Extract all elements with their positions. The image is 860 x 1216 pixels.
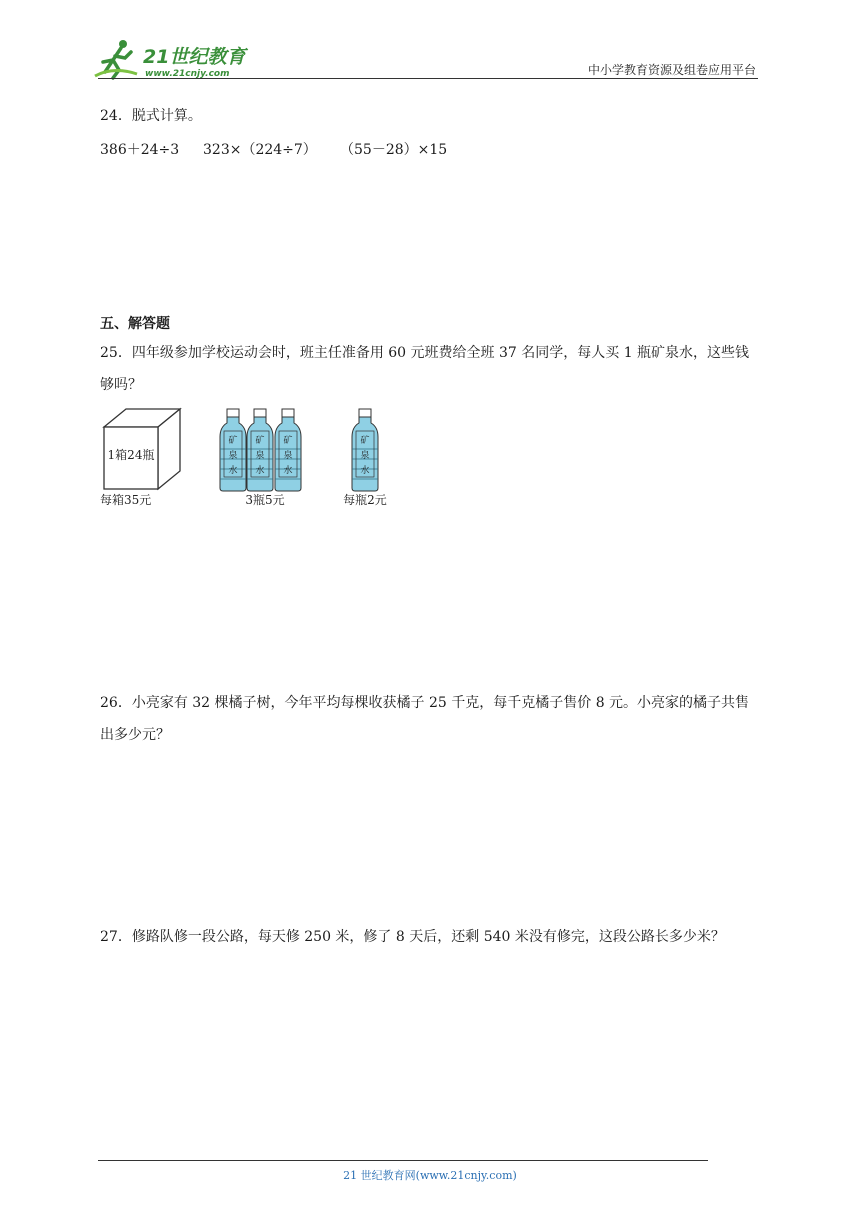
- footer-text: 21 世纪教育网(www.21cnjy.com): [343, 1169, 517, 1182]
- question-27-text: 27．修路队修一段公路，每天修 250 米，修了 8 天后，还剩 540 米没有修完，这段公路长多少米？: [100, 929, 725, 945]
- bottle-label-char: 水: [255, 466, 265, 476]
- question-26-text: 26．小亮家有 32 棵橘子树，今年平均每棵收获橘子 25 千克，每千克橘子售价 8 元。小亮家的橘子共售出多少元？: [100, 695, 750, 743]
- bottle-icon: [352, 409, 378, 491]
- expression-2: 323×（224÷7）: [203, 142, 317, 158]
- expression-1: 386＋24÷3: [100, 142, 180, 158]
- bottle-icon: [220, 409, 246, 491]
- expression-3: （55－28）×15: [340, 142, 448, 158]
- platform-tagline: 中小学教育资源及组卷应用平台: [587, 63, 756, 77]
- logo-url: www.21cnjy.com: [145, 69, 230, 79]
- bottle-label-char: 矿: [228, 436, 238, 446]
- question-25-text: 25．四年级参加学校运动会时，班主任准备用 60 元班费给全班 37 名同学，每人买 1 瓶矿泉水，这些钱够吗？: [100, 345, 750, 393]
- bottle-label-char: 矿: [255, 436, 265, 446]
- site-logo: [93, 36, 263, 82]
- bottle-label-char: 水: [228, 466, 238, 476]
- box-price: 每箱35元: [100, 493, 152, 507]
- footer-divider: [98, 1160, 708, 1161]
- bottle-label-char: 矿: [283, 436, 293, 446]
- single-price: 每瓶2元: [343, 493, 387, 507]
- bottle-icon: [247, 409, 273, 491]
- header-divider: [98, 78, 758, 79]
- bottle-label-char: 矿: [360, 436, 370, 446]
- bottle-icon: [275, 409, 301, 491]
- box-label: 1箱24瓶: [107, 448, 155, 462]
- bottle-label-char: 泉: [228, 451, 238, 461]
- section-title: 五、解答题: [100, 316, 170, 332]
- bottle-label-char: 泉: [360, 451, 370, 461]
- logo-text: 21世纪教育: [143, 46, 246, 68]
- bottle-label-char: 水: [360, 466, 370, 476]
- bottle-label-char: 泉: [255, 451, 265, 461]
- three-bottles-icon: [220, 409, 301, 491]
- bottle-label-char: 泉: [283, 451, 293, 461]
- runner-icon: [95, 40, 137, 78]
- triple-price: 3瓶5元: [245, 493, 285, 507]
- single-bottle-icon: [352, 409, 378, 491]
- question-24-title: 24．脱式计算。: [100, 108, 202, 124]
- water-pricing-figure: [98, 405, 398, 513]
- bottle-label-char: 水: [283, 466, 293, 476]
